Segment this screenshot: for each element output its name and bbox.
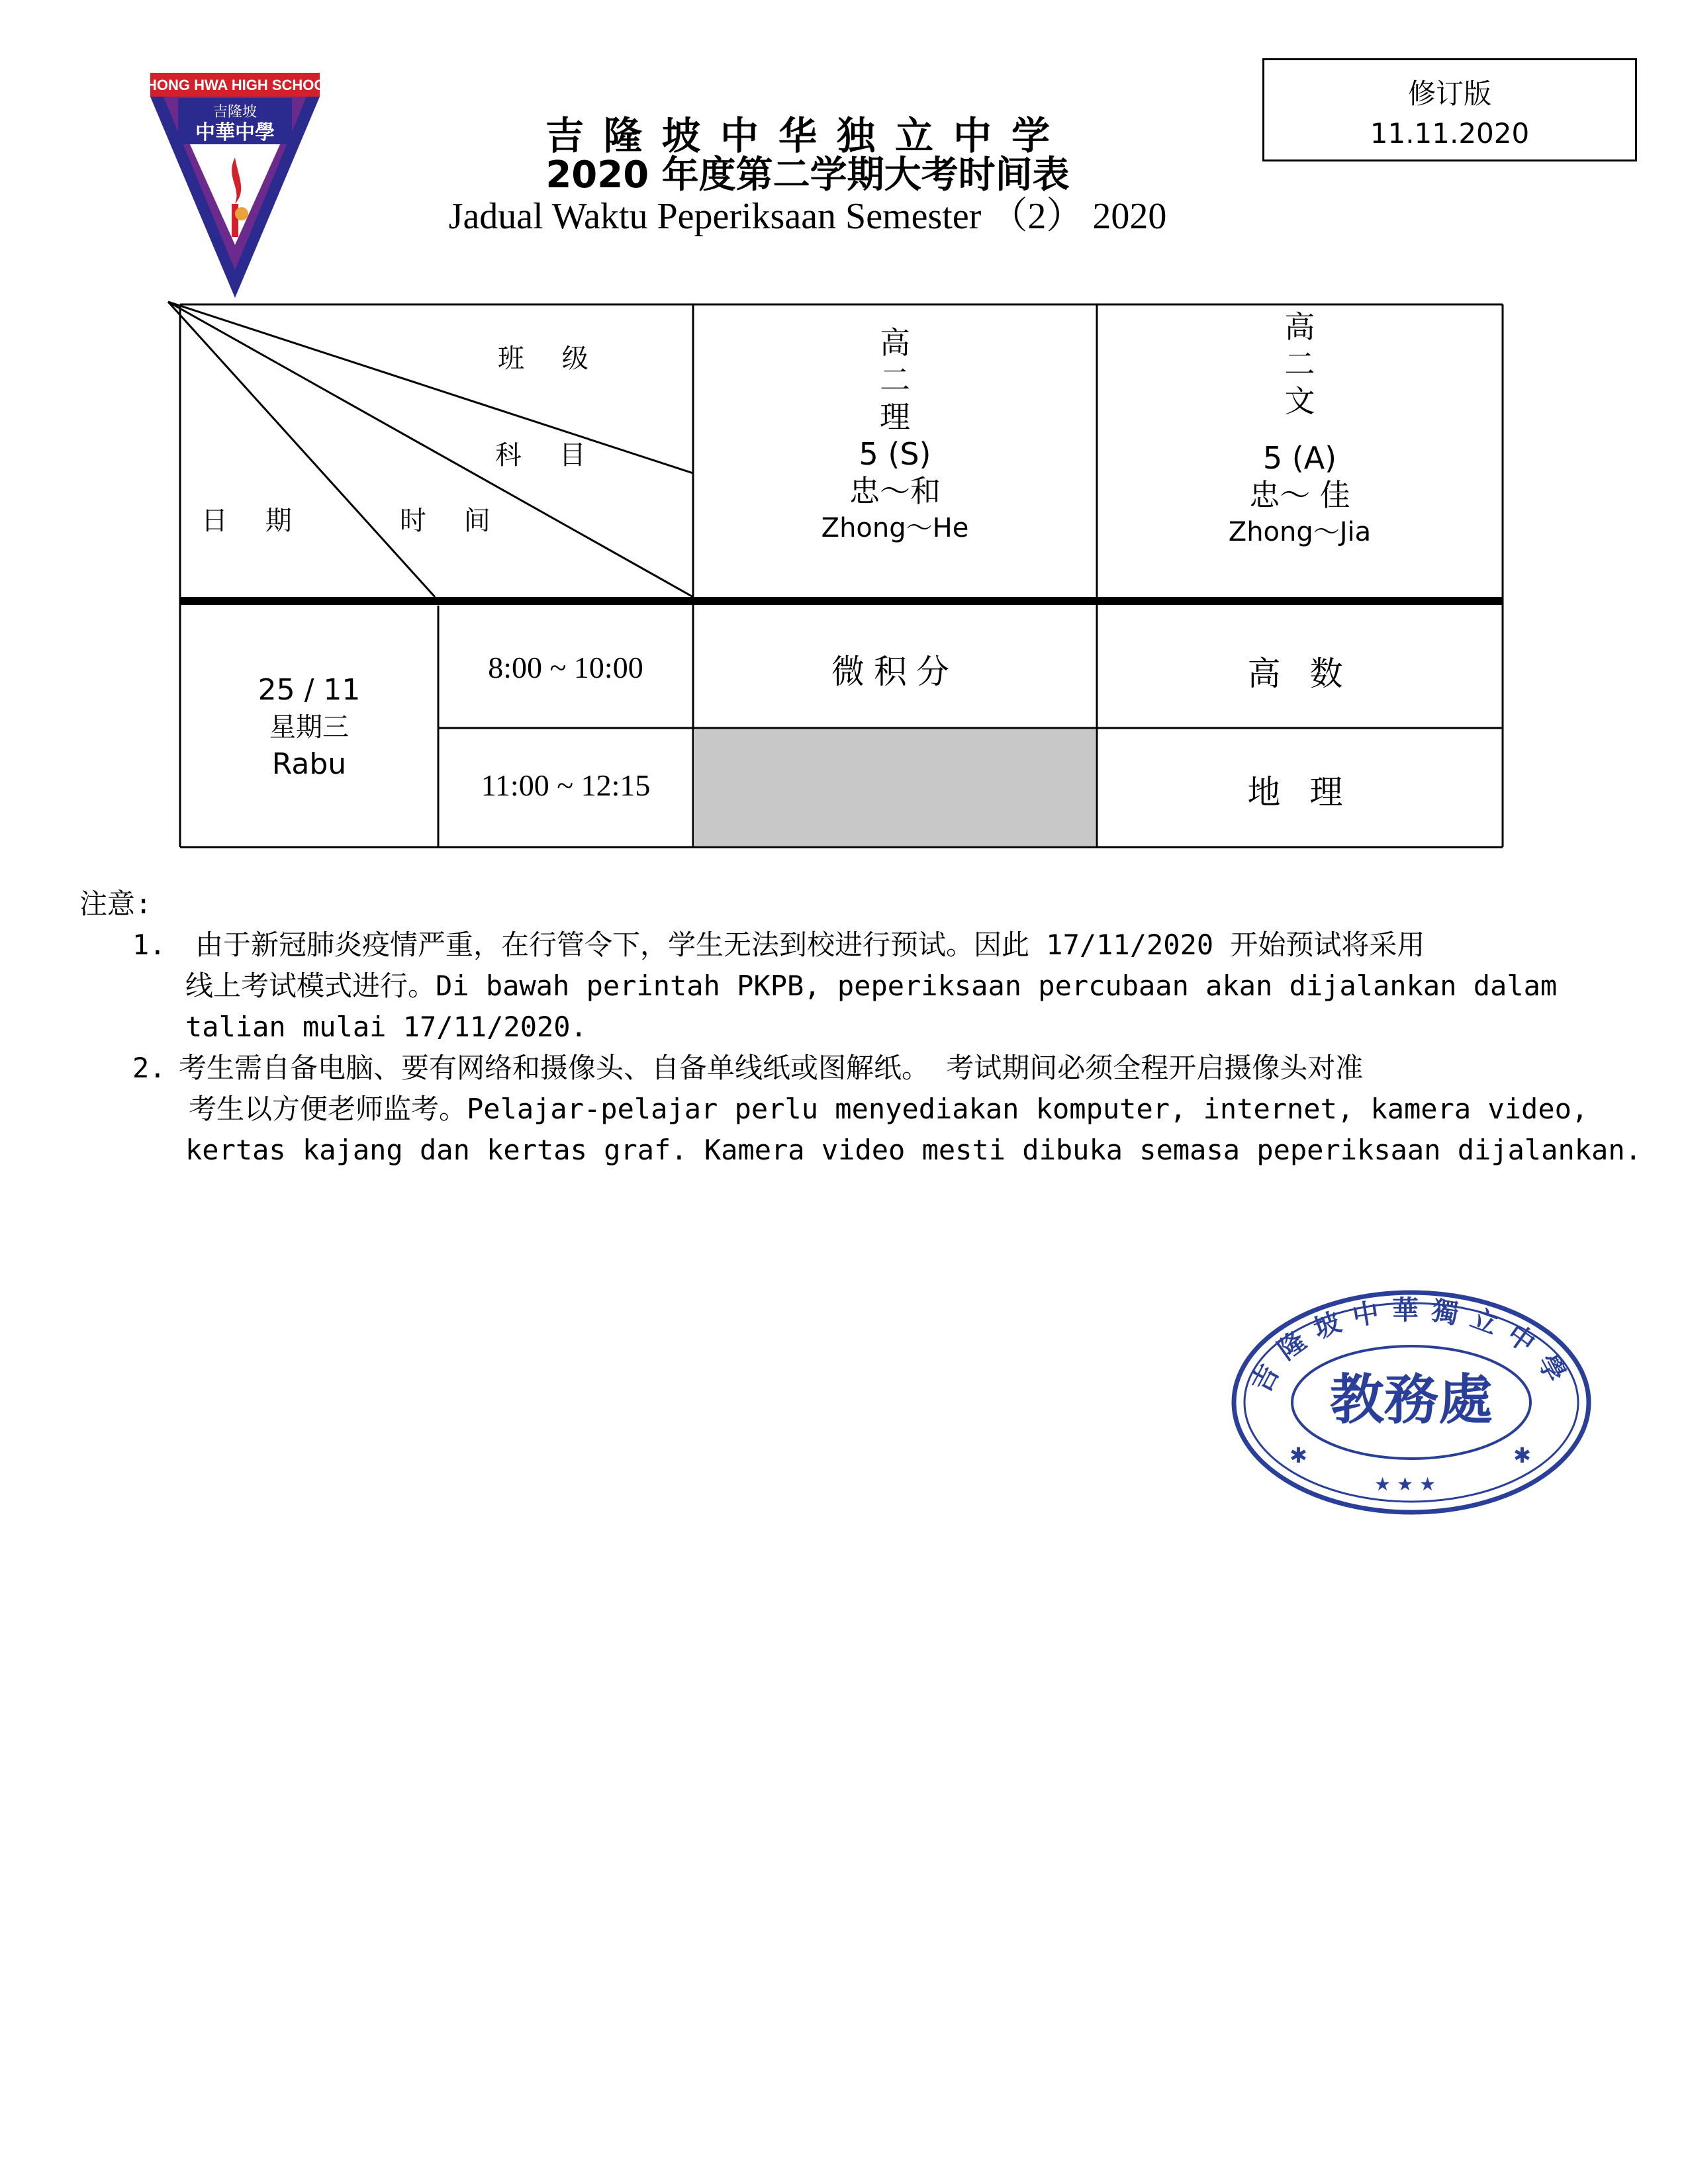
revision-box: [1262, 58, 1637, 161]
note-number-1: 1.: [132, 929, 166, 961]
note-1-line-1: 由于新冠肺炎疫情严重，在行管令下，学生无法到校进行预试。因此 17/11/2020 开始预试将采用: [195, 929, 1425, 961]
academic-office-stamp: [1230, 1289, 1593, 1516]
col1-line2: 二: [880, 362, 910, 398]
col1-line3: 理: [880, 399, 910, 435]
corner-date-label: 日 期: [201, 506, 306, 536]
time-slot-2: 11:00 ~ 12:15: [481, 768, 651, 802]
svg-text:✱: ✱: [1513, 1443, 1531, 1468]
document-subtitle: Jadual Waktu Peperiksaan Semester （2） 2020: [448, 196, 1167, 237]
exam-date: 25 / 11: [258, 673, 361, 707]
subject-slot2-arts: 地 理: [1247, 773, 1352, 811]
stamp-ring-text: 吉隆坡中華獨立中學: [1245, 1295, 1577, 1398]
empty-cell: [694, 729, 1096, 846]
col2-classes-cn: 忠～ 佳: [1249, 477, 1350, 513]
svg-text:✱: ✱: [1289, 1443, 1307, 1468]
note-1-line-3: talian mulai 17/11/2020.: [185, 1011, 587, 1043]
notes-section: [79, 884, 1642, 1171]
col1-line1: 高: [880, 325, 910, 361]
svg-text:★ ★ ★: ★ ★ ★: [1374, 1473, 1436, 1495]
school-logo: [136, 71, 334, 300]
school-name: 吉隆坡中华独立中学: [545, 113, 1070, 158]
col2-line3: 文: [1284, 383, 1315, 419]
column-header-arts: [1097, 308, 1503, 551]
exam-weekday-ms: Rabu: [271, 747, 347, 781]
col2-line1: 高: [1284, 309, 1315, 345]
note-2-line-3: kertas kajang dan kertas graf. Kamera video mesti dibuka semasa peperiksaan dijalankan.: [185, 1134, 1642, 1166]
revision-date: 11.11.2020: [1370, 117, 1530, 150]
column-header-science: [693, 324, 1097, 547]
col2-line2: 二: [1284, 346, 1315, 382]
document-title: 2020 年度第二学期大考时间表: [545, 154, 1070, 197]
logo-banner-text: CHONG HWA HIGH SCHOOL: [136, 77, 334, 93]
stamp-center-text: 教務處: [1329, 1368, 1493, 1432]
corner-subject-label: 科 目: [495, 440, 600, 471]
note-item-1: [79, 925, 1642, 1048]
subject-slot1-arts: 高 数: [1247, 655, 1352, 693]
col1-classes-cn: 忠～和: [849, 473, 941, 509]
col2-code: 5 (A): [1262, 440, 1337, 476]
note-1-line-2: 线上考试模式进行。Di bawah perintah PKPB, peperiksaan percubaan akan dijalankan dalam: [185, 970, 1558, 1002]
col2-classes-roman: Zhong～Jia: [1228, 517, 1372, 547]
subject-slot1-science: 微积分: [831, 653, 959, 691]
date-cell: [180, 672, 438, 783]
note-2-line-2: 考生以方便老师监考。Pelajar-pelajar perlu menyediakan komputer, internet, kamera video,: [189, 1093, 1589, 1125]
col1-classes-roman: Zhong～He: [821, 513, 969, 543]
note-item-2: [79, 1048, 1642, 1171]
exam-weekday-cn: 星期三: [269, 712, 349, 743]
note-2-line-1: 考生需自备电脑、要有网络和摄像头、自备单线纸或图解纸。 考试期间必须全程开启摄像头对准: [179, 1052, 1364, 1084]
logo-small-text: 吉隆坡: [212, 104, 258, 120]
corner-class-label: 班 级: [498, 343, 603, 374]
revision-label: 修订版: [1407, 77, 1491, 110]
col1-code: 5 (S): [859, 436, 931, 472]
note-number-2: 2.: [132, 1052, 166, 1084]
corner-time-label: 时 间: [400, 506, 505, 536]
logo-big-text: 中華中學: [195, 121, 275, 144]
notes-heading: 注意:: [79, 887, 152, 920]
time-slot-1: 8:00 ~ 10:00: [488, 651, 643, 684]
exam-timetable: [180, 304, 1503, 847]
